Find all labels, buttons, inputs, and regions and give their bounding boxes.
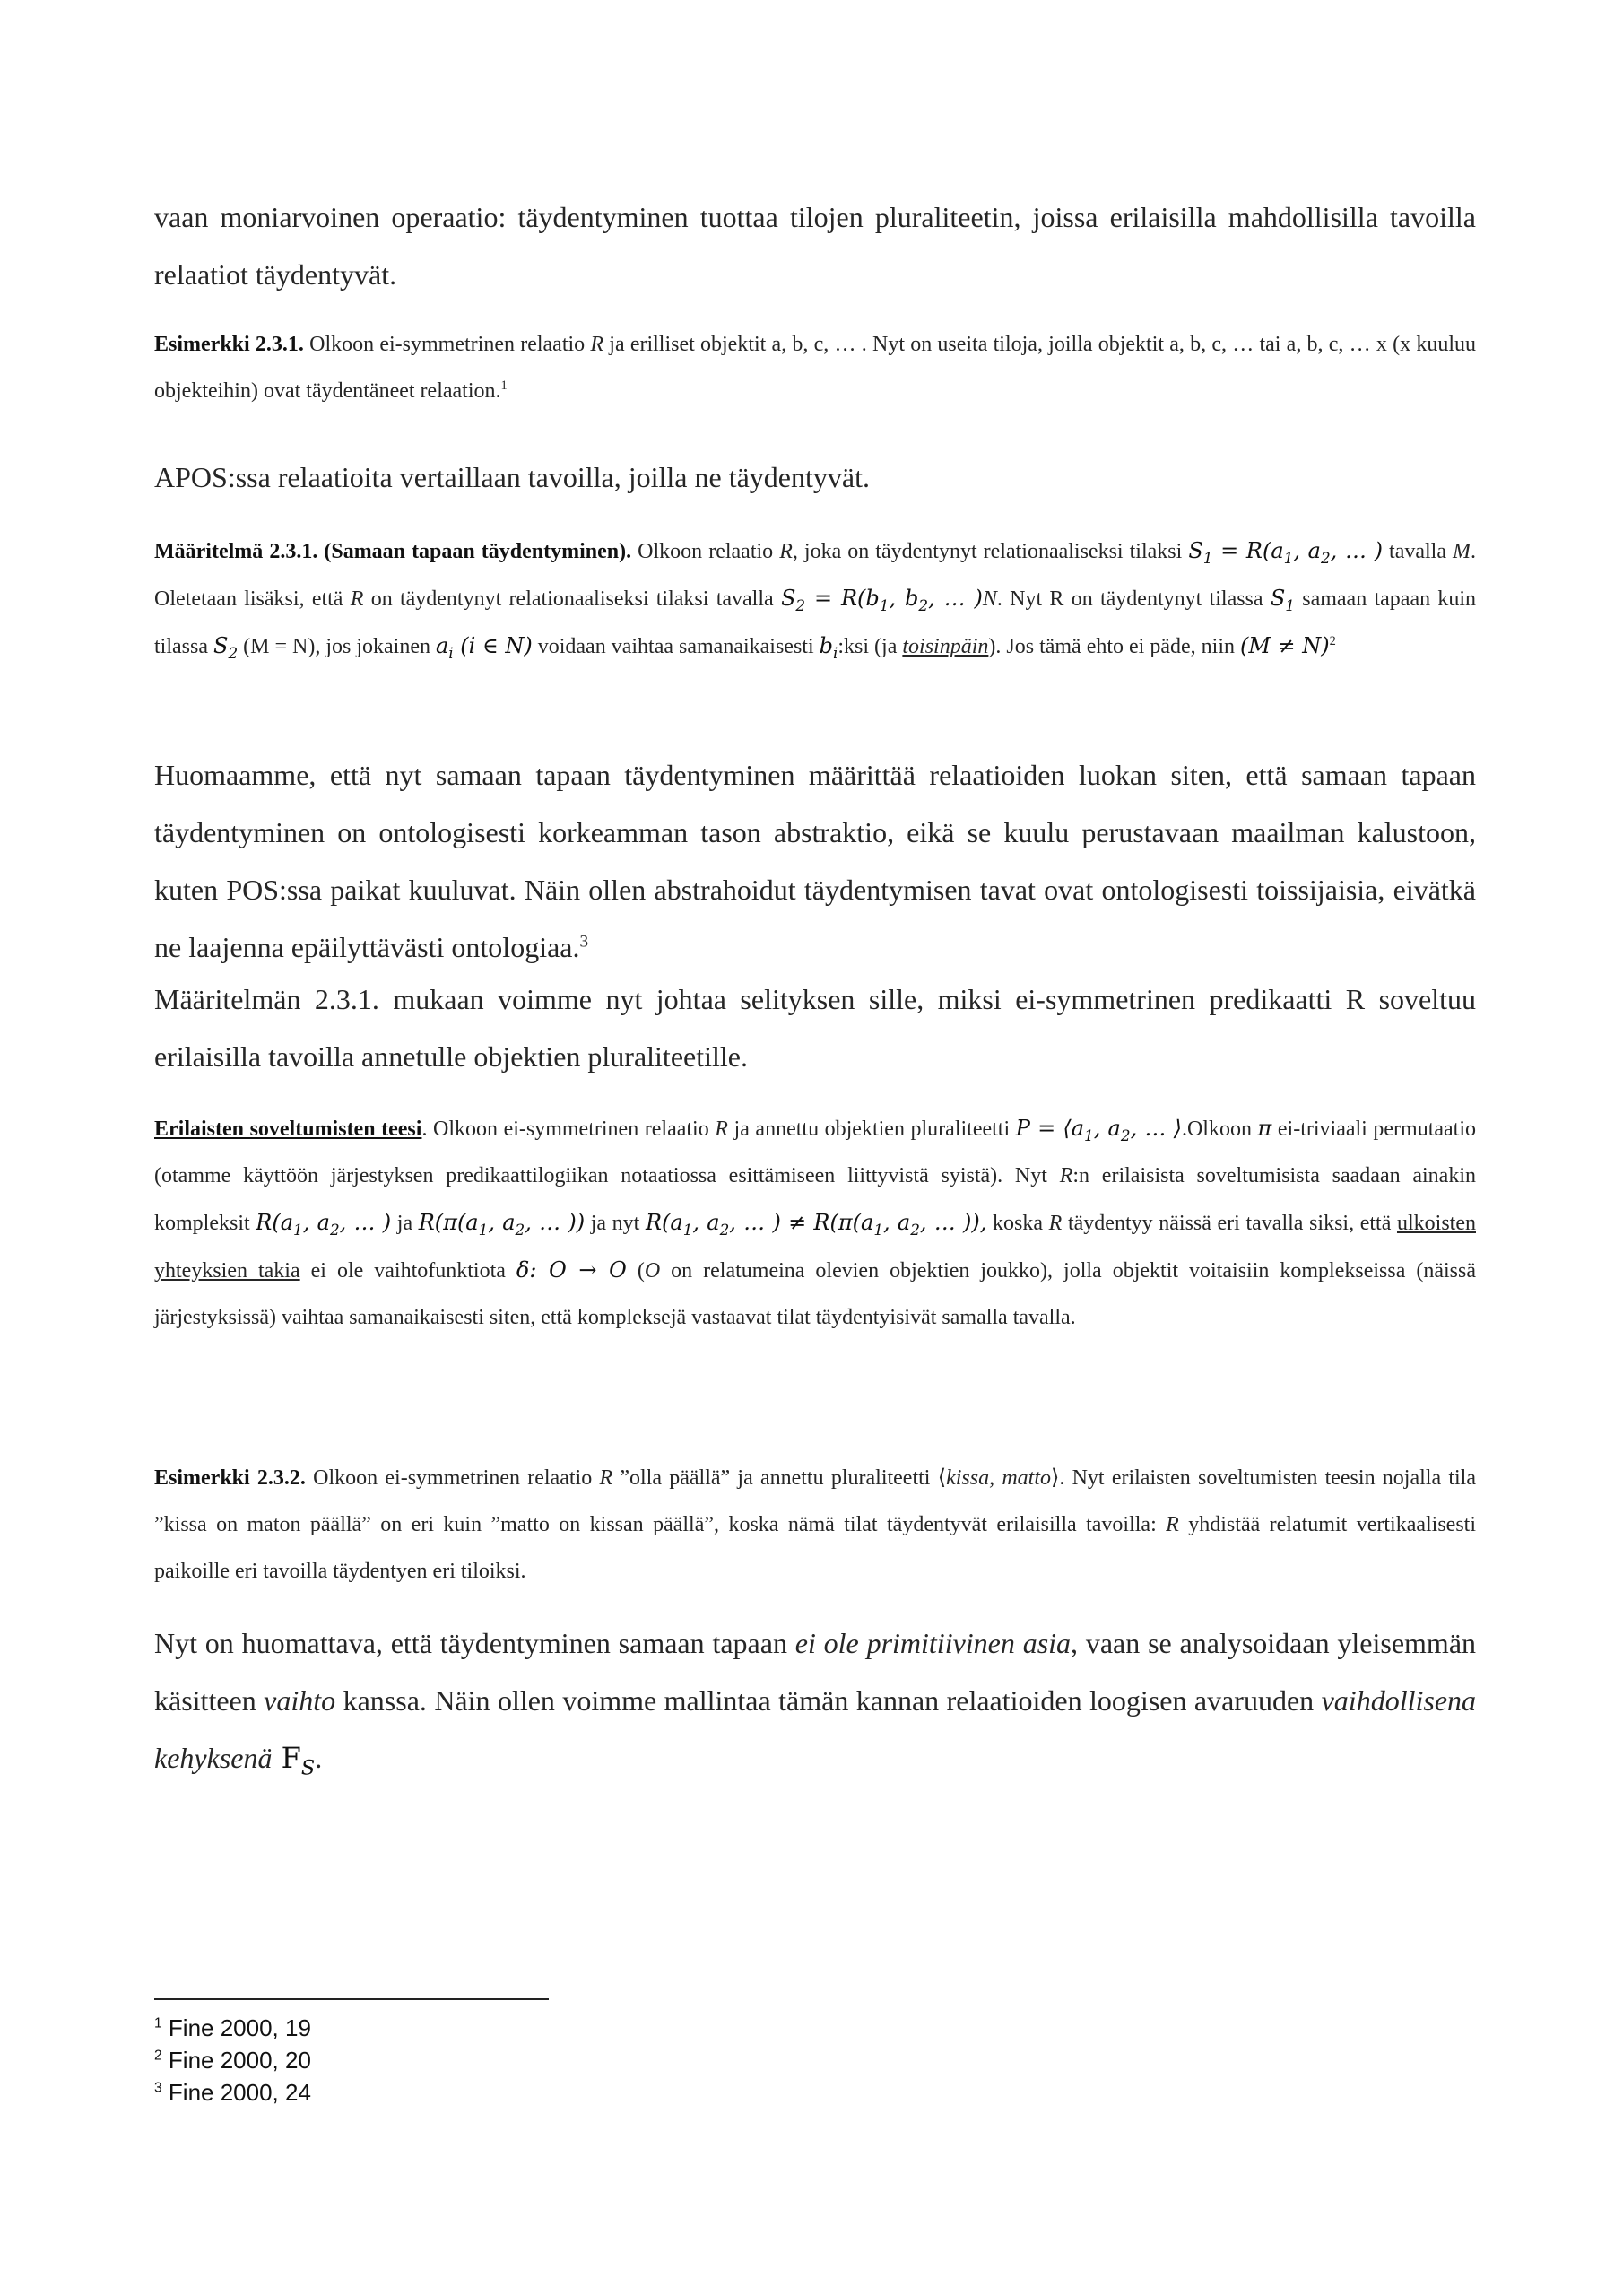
math-delta-function: δ: O → O (516, 1257, 627, 1283)
text-run: ja erilliset objektit a, b, c, … . Nyt on useita tiloja, joilla objektit a, b, c, … tai a, b, c, … x (x kuuluu objekteihin) ovat täydentäneet relaation. (154, 333, 1476, 403)
text-run: , joka on täydentynyt relationaaliseksi tilaksi (792, 540, 1189, 563)
relation-symbol: R (1059, 1164, 1073, 1187)
paragraph-text: Huomaamme, että nyt samaan tapaan täydentyminen määrittää relaatioiden luokan siten, että samaan tapaan täydentyminen on ontologisesti korkeamman tason abstraktio, eikä se kuulu perustavaan maailman kalustoon, kuten POS:ssa paikat kuuluvat. Näin ollen abstrahoidut täydentymisen tavat ovat ontologisesti toissijaisia, eivätkä ne laajenna epäilyttävästi ontologiaa. (154, 759, 1476, 963)
footnote-ref-1[interactable]: 1 (500, 378, 508, 393)
footnote-text: Fine 2000, 20 (161, 2047, 311, 2074)
paragraph-text: vaan moniarvoinen operaatio: täydentyminen tuottaa tilojen pluraliteetin, joissa erilaisilla mahdollisilla tavoilla relaatiot täydentyvät. (154, 201, 1476, 291)
footnote-text: Fine 2000, 19 (161, 2014, 311, 2041)
footnote-text: Fine 2000, 24 (161, 2079, 311, 2106)
example-2-3-1 (154, 321, 1476, 414)
math-inequality: $R(a_1$, $a_2$, … ) ≠ $R(\pi(a_1$, $a_2$, … )), (645, 1210, 987, 1239)
math-i-in-n: (i ∈ N) (453, 633, 533, 658)
text-run: . Nyt R on täydentynyt tilassa (996, 587, 1271, 611)
text-run: ei ole vaihtofunktiota (299, 1259, 516, 1283)
emphasis-frame: vaihdollisena kehyksenä (154, 1684, 1477, 1774)
text-run: koska (986, 1212, 1049, 1235)
text-run: :ksi (ja (838, 635, 903, 658)
footnote-ref-2[interactable]: 2 (1329, 634, 1336, 648)
thesis-block (154, 1105, 1476, 1341)
footnote-1 (154, 2013, 872, 2043)
text-run: . (315, 1742, 323, 1774)
text-run: ja (391, 1212, 419, 1235)
text-run: .Olkoon (1181, 1118, 1258, 1141)
math-ai: $a_i$ (435, 633, 454, 662)
math-complex-2: $R(\pi(a_1$, $a_2$, … )) (418, 1210, 586, 1239)
text-run: on täydentynyt relationaaliseksi tilaksi tavalla (363, 587, 781, 611)
text-run: yhdistää relatumit vertikaalisesti paikoille eri tavoilla täydentyen eri tiloiksi. (154, 1513, 1477, 1583)
paragraph-text: Määritelmän 2.3.1. mukaan voimme nyt johtaa selityksen sille, miksi ei-symmetrinen predikaatti R soveltuu erilaisilla tavoilla annetulle objektien pluraliteetille. (154, 983, 1476, 1073)
footnote-3 (154, 2077, 872, 2108)
text-run: Olkoon ei-symmetrinen relaatio (305, 1466, 600, 1490)
math-s2: $S_2 = R(b_1$, $b_2$, … ) (780, 586, 983, 614)
text-run: on relatumeina olevien objektien joukko), jolla objektit voitaisiin komplekseissa (näissä järjestyksissä) vaihtaa samanaikaisesti siten, että kompleksejä vastaavat tilat täydentyisivät samalla tavalla. (154, 1259, 1476, 1329)
plurality-terms: kissa, matto (946, 1466, 1051, 1490)
text-run: kanssa. Näin ollen voimme mallintaa tämän kannan relaatioiden loogisen avaruuden (335, 1684, 1322, 1717)
math-bi: $b_i$ (819, 633, 838, 662)
text-run: tavalla (1382, 540, 1454, 563)
footnote-number: 3 (154, 2080, 162, 2096)
math-m-neq-n: (M ≠ N) (1239, 633, 1330, 658)
relation-symbol: R (1166, 1513, 1179, 1536)
math-n: N (982, 587, 997, 611)
definition-2-3-1 (154, 527, 1476, 670)
text-run: Nyt on huomattava, että täydentyminen samaan tapaan (154, 1627, 795, 1659)
emphasis-vaihto: vaihto (264, 1684, 336, 1717)
thesis-label: Erilaisten soveltumisten teesi (154, 1118, 422, 1141)
footnote-2 (154, 2045, 872, 2075)
math-fs: $F_S$ (272, 1741, 316, 1780)
footnote-divider (154, 1998, 549, 2000)
paragraph-2 (154, 448, 1476, 506)
example-label: Esimerkki 2.3.2. (154, 1466, 306, 1490)
math-s2-ref: $S_2$ (213, 633, 239, 662)
footnote-ref-3[interactable]: 3 (579, 932, 589, 952)
angle-close: ⟩ (1050, 1466, 1060, 1490)
example-2-3-2 (154, 1455, 1476, 1595)
underlined-phrase: ulkoisten yhteyksien takia (154, 1212, 1476, 1283)
relation-symbol: R (590, 333, 604, 356)
footnote-number: 1 (154, 2015, 162, 2031)
text-run: Olkoon relaatio (631, 540, 780, 563)
text-run: ( (626, 1259, 645, 1283)
relation-symbol: R (715, 1118, 728, 1141)
text-run: samaan tapaan kuin tilassa (154, 587, 1477, 658)
text-run: ei-triviaali permutaatio (otamme käyttöön järjestyksen predikaattilogiikan notaatiossa esittämiseen liittyvistä syistä). Nyt (154, 1118, 1477, 1187)
paragraph-text: APOS:ssa relaatioita vertaillaan tavoilla, joilla ne täydentyvät. (154, 461, 870, 493)
text-run: , vaan se analysoidaan yleisemmän käsitteen (154, 1627, 1477, 1717)
paragraph-3 (154, 746, 1476, 976)
footnote-number: 2 (154, 2048, 162, 2064)
text-run: (M = N), jos jokainen (238, 635, 436, 658)
text-run: . Nyt erilaisten soveltumisten teesin nojalla tila ”kissa on maton päällä” on eri kuin ”matto on kissan päällä”, koska nämä tilat täydentyvät erilaisilla tavoilla: (154, 1466, 1477, 1536)
relation-symbol: R (779, 540, 793, 563)
text-run: voidaan vaihtaa samanaikaisesti (532, 635, 820, 658)
relation-symbol: R (599, 1466, 613, 1490)
example-label: Esimerkki 2.3.1. (154, 333, 304, 356)
math-s1-ref: $S_1$ (1270, 586, 1295, 614)
paragraph-5 (154, 1614, 1476, 1787)
math-s1: $S_1 = R(a_1$, $a_2$, … ) (1188, 538, 1383, 567)
text-run: ja annettu objektien pluraliteetti (727, 1118, 1016, 1141)
emphasis-primitive: ei ole primitiivinen asia (794, 1627, 1072, 1659)
text-run: . Olkoon ei-symmetrinen relaatio (421, 1118, 716, 1141)
text-run: . Oletetaan lisäksi, että (154, 540, 1477, 611)
definition-label: Määritelmä 2.3.1. (Samaan tapaan täydentyminen). (154, 540, 632, 563)
angle-open: ⟨ (937, 1466, 947, 1490)
math-plurality: $P = ⟨a_1$, $a_2$, … ⟩ (1015, 1116, 1182, 1144)
toisinpain-term: toisinpäin (902, 635, 989, 658)
text-run: Olkoon ei-symmetrinen relaatio (303, 333, 591, 356)
paragraph-4 (154, 970, 1476, 1085)
math-complex-1: $R(a_1$, $a_2$, … ) (256, 1210, 392, 1239)
text-run: täydentyy näissä eri tavalla siksi, että (1062, 1212, 1397, 1235)
text-run: :n erilaisista soveltumisista saadaan ainakin kompleksit (154, 1164, 1477, 1235)
relation-symbol: R (350, 587, 364, 611)
relation-symbol: R (1048, 1212, 1063, 1235)
text-run: ja nyt (585, 1212, 646, 1235)
math-o: O (644, 1259, 661, 1283)
paragraph-1 (154, 188, 1476, 303)
text-run: ”olla päällä” ja annettu pluraliteetti (612, 1466, 938, 1490)
math-pi: π (1257, 1116, 1272, 1141)
text-run: ). Jos tämä ehto ei päde, niin (988, 635, 1240, 658)
math-m: M (1453, 540, 1471, 563)
